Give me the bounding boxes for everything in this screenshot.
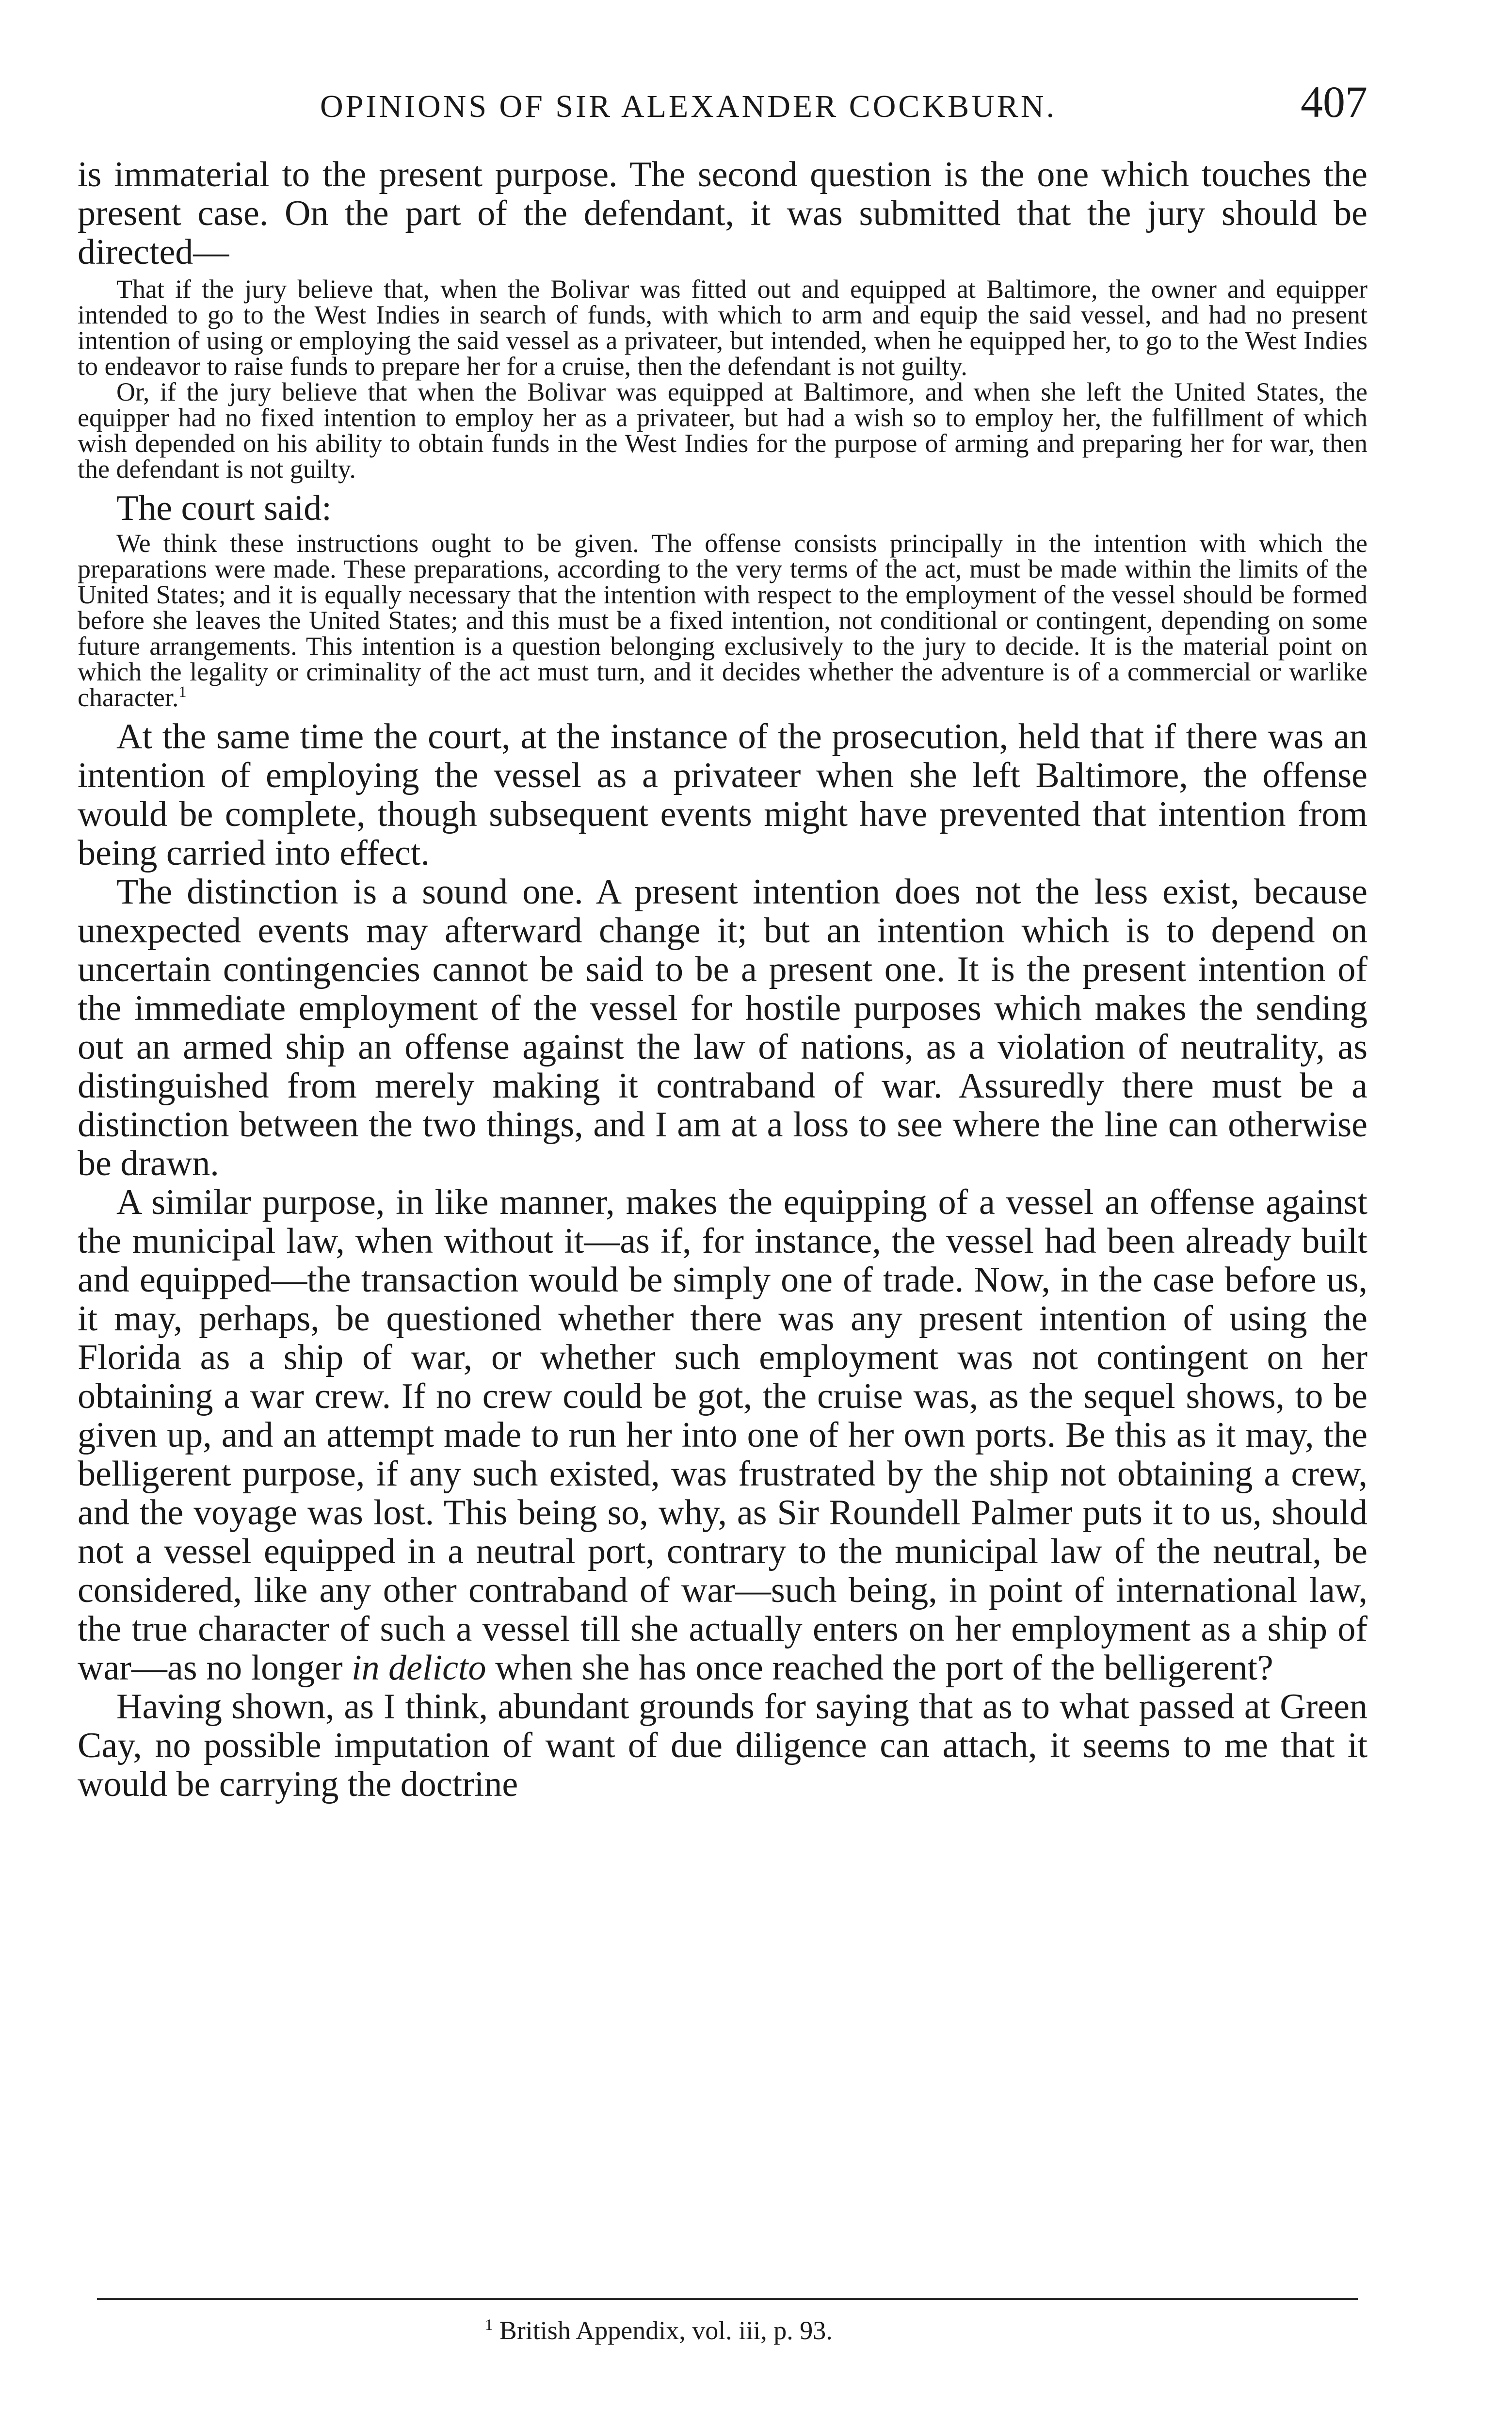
court-quote — [78, 531, 1367, 711]
paragraph-court-held: At the same time the court, at the instance of the prosecution, held that if there was an intention of employing the vessel as a privateer when she left Baltimore, the offense would be complete, though subsequent events might have prevented that intention from being carried into effect. — [78, 717, 1367, 873]
footnote-mark: 1 — [485, 2316, 493, 2334]
footnote-divider — [97, 2298, 1358, 2300]
running-head — [78, 73, 1367, 131]
court-quote-text: We think these instructions ought to be given. The offense consists principally in the intention with which the preparations were made. These preparations, according to the very terms of the act, must be made within the limits of the United States; and it is equally necessary that the intention with respect to the employment of the vessel should be formed before she leaves the United States; and this must be a fixed intention, not conditional or contingent, depending on some future arrangements. This intention is a question belonging exclusively to the jury to decide. It is the material point on which the legality or criminality of the act must turn, and it decides whether the adventure is of a commercial or warlike character. — [78, 529, 1367, 712]
paragraph-similar-purpose-text: A similar purpose, in like manner, makes the equipping of a vessel an offense against the municipal law, when without it—as if, for instance, the vessel had been already built and equipped—the transaction would be simply one of trade. Now, in the case before us, it may, perhaps, be questioned whether there was any present intention of using the Florida as a ship of war, or whether such employment was not contingent on her obtaining a war crew. If no crew could be got, the cruise was, as the sequel shows, to be given up, and an attempt made to run her into one of her own ports. Be this as it may, the belligerent purpose, if any such existed, was frustrated by the ship not obtaining a crew, and the voyage was lost. This being so, why, as Sir Roundell Palmer puts it to us, should not a vessel equipped in a neutral port, contrary to the municipal law of the neutral, be considered, like any other contraband of war—such being, in point of international law, the true character of such a vessel till she actually enters on her employment as a ship of war—as no longer — [78, 1182, 1367, 1688]
text-column — [78, 155, 1367, 1804]
quoted-instruction-1: That if the jury believe that, when the Bolivar was fitted out and equipped at Baltimore, the owner and equipper intended to go to the West Indies in search of funds, with which to arm and equip the said vessel, and had no present intention of using or employing the said vessel as a privateer, but intended, when he equipped her, to go to the West Indies to endeavor to raise funds to prepare her for a cruise, then the defendant is not guilty. — [78, 275, 1367, 381]
footnote — [485, 2316, 833, 2345]
court-said-heading: The court said: — [116, 488, 332, 528]
italic-in-delicto: in delicto — [352, 1648, 486, 1688]
running-title: OPINIONS OF SIR ALEXANDER COCKBURN. — [320, 89, 1057, 124]
footnote-reference: 1 — [178, 683, 187, 701]
footnote-text: British Appendix, vol. iii, p. 93. — [499, 2316, 833, 2345]
paragraph-green-cay: Having shown, as I think, abundant grounds for saying that as to what passed at Green Cay, no possible imputation of want of due diligence can attach, it seems to me that it would be carrying the doctrine — [78, 1687, 1367, 1804]
paragraph-similar-purpose — [78, 1183, 1367, 1687]
paragraph-distinction: The distinction is a sound one. A present intention does not the less exist, because unexpected events may afterward change it; but an intention which is to depend on uncertain contingencies cannot be said to be a present one. It is the present intention of the immediate employment of the vessel for hostile purposes which makes the sending out an armed ship an offense against the law of nations, as a violation of neutrality, as distinguished from merely making it contraband of war. Assuredly there must be a distinction between the two things, and I am at a loss to see where the line can otherwise be drawn. — [78, 872, 1367, 1183]
paragraph-continuation: is immaterial to the present purpose. The second question is the one which touches the present case. On the part of the defendant, it was submitted that the jury should be directed— — [78, 155, 1367, 272]
quoted-instruction-2: Or, if the jury believe that when the Bolivar was equipped at Baltimore, and when she left the United States, the equipper had no fixed intention to employ her as a privateer, but had a wish so to employ her, the fulfillment of which wish depended on his ability to obtain funds in the West Indies for the purpose of arming and preparing her for war, then the defendant is not guilty. — [78, 377, 1367, 484]
paragraph-similar-purpose-end: when she has once reached the port of the belligerent? — [495, 1648, 1273, 1688]
page-number: 407 — [1301, 77, 1367, 127]
